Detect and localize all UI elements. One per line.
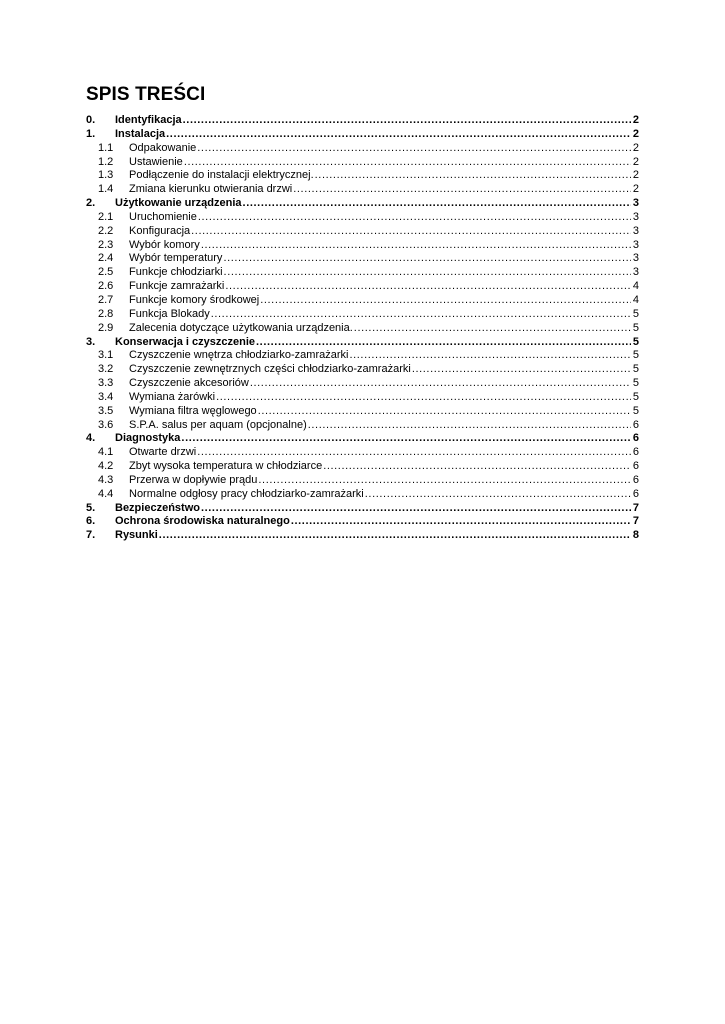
toc-entry-number: 7. bbox=[86, 529, 96, 542]
toc-entry-number: 3.2 bbox=[98, 363, 114, 376]
toc-entry-page-number: 6 bbox=[632, 446, 639, 459]
toc-subsection-entry[interactable] bbox=[86, 446, 639, 460]
toc-entry-number: 2.3 bbox=[98, 238, 114, 251]
toc-entry-number: 2.5 bbox=[98, 266, 114, 279]
toc-entry-label: Wymiana żarówki bbox=[129, 390, 216, 403]
toc-entry-page-number: 5 bbox=[632, 377, 639, 390]
toc-entry-number: 6. bbox=[86, 515, 96, 528]
toc-entry-label: Funkcje komory środkowej bbox=[129, 293, 260, 306]
toc-entry-label: Czyszczenie akcesoriów bbox=[129, 377, 249, 390]
toc-entry-number: 2.7 bbox=[98, 293, 114, 306]
toc-entry-page-number: 4 bbox=[632, 280, 639, 293]
toc-entry-label: Funkcja Blokady bbox=[129, 307, 210, 320]
toc-entry-label: Instalacja bbox=[115, 127, 166, 140]
toc-entry-label: Zalecenia dotyczące użytkowania urządzenia. bbox=[129, 321, 353, 334]
toc-subsection-entry[interactable] bbox=[86, 280, 639, 294]
toc-entry-label: Wymiana filtra węglowego bbox=[129, 404, 257, 417]
toc-dot-leader bbox=[201, 502, 631, 516]
toc-dot-leader bbox=[225, 280, 631, 294]
toc-dot-leader bbox=[258, 405, 631, 419]
toc-dot-leader bbox=[243, 197, 631, 211]
toc-dot-leader bbox=[354, 322, 631, 336]
toc-entry-number: 3. bbox=[86, 335, 96, 348]
toc-entry-label: Normalne odgłosy pracy chłodziarko-zamrażarki bbox=[129, 487, 364, 500]
toc-entry-label: Konfiguracja bbox=[129, 224, 191, 237]
toc-entry-number: 5. bbox=[86, 501, 96, 514]
toc-subsection-entry[interactable] bbox=[86, 377, 639, 391]
toc-entry-label: Zbyt wysoka temperatura w chłodziarce bbox=[129, 460, 323, 473]
toc-subsection-entry[interactable] bbox=[86, 405, 639, 419]
toc-entry-number: 2.8 bbox=[98, 307, 114, 320]
toc-subsection-entry[interactable] bbox=[86, 460, 639, 474]
toc-section-entry[interactable] bbox=[86, 197, 639, 211]
toc-dot-leader bbox=[183, 114, 631, 128]
toc-subsection-entry[interactable] bbox=[86, 142, 639, 156]
toc-entry-number: 3.6 bbox=[98, 418, 114, 431]
toc-subsection-entry[interactable] bbox=[86, 294, 639, 308]
toc-entry-number: 4. bbox=[86, 432, 96, 445]
toc-subsection-entry[interactable] bbox=[86, 252, 639, 266]
toc-entry-number: 0. bbox=[86, 114, 96, 126]
toc-entry-number: 2.1 bbox=[98, 210, 114, 223]
toc-section-entry[interactable] bbox=[86, 128, 639, 142]
toc-entry-label: Identyfikacja bbox=[115, 114, 182, 126]
toc-dot-leader bbox=[211, 308, 631, 322]
toc-entry-label: Funkcje zamrażarki bbox=[129, 280, 225, 293]
toc-section-entry[interactable] bbox=[86, 336, 639, 350]
toc-dot-leader bbox=[258, 474, 631, 488]
toc-entry-page-number: 7 bbox=[632, 515, 639, 528]
toc-entry-page-number: 8 bbox=[632, 529, 639, 542]
toc-section-entry[interactable] bbox=[86, 502, 639, 516]
toc-entry-page-number: 5 bbox=[632, 363, 639, 376]
toc-entry-page-number: 6 bbox=[632, 432, 639, 445]
toc-entry-number: 1.4 bbox=[98, 183, 114, 196]
toc-entry-label: Bezpieczeństwo bbox=[115, 501, 200, 514]
toc-entry-label: Czyszczenie zewnętrznych części chłodziarko-zamrażarki bbox=[129, 363, 411, 376]
toc-entry-page-number: 3 bbox=[632, 224, 639, 237]
toc-dot-leader bbox=[197, 142, 631, 156]
toc-entry-page-number: 5 bbox=[632, 321, 639, 334]
toc-entry-label: Ustawienie bbox=[129, 155, 183, 168]
toc-entry-label: S.P.A. salus per aquam (opcjonalne) bbox=[129, 418, 307, 431]
toc-subsection-entry[interactable] bbox=[86, 363, 639, 377]
toc-subsection-entry[interactable] bbox=[86, 391, 639, 405]
toc-entry-number: 2.9 bbox=[98, 321, 114, 334]
toc-entry-label: Użytkowanie urządzenia bbox=[115, 197, 242, 210]
toc-subsection-entry[interactable] bbox=[86, 308, 639, 322]
toc-entry-label: Otwarte drzwi bbox=[129, 446, 197, 459]
toc-dot-leader bbox=[166, 128, 631, 142]
toc-entry-label: Rysunki bbox=[115, 529, 158, 542]
toc-dot-leader bbox=[201, 239, 631, 253]
toc-entry-label: Funkcje chłodziarki bbox=[129, 266, 223, 279]
toc-entry-number: 2.4 bbox=[98, 252, 114, 265]
toc-subsection-entry[interactable] bbox=[86, 169, 639, 183]
toc-entry-number: 4.2 bbox=[98, 460, 114, 473]
toc-entry-page-number: 2 bbox=[632, 155, 639, 168]
toc-dot-leader bbox=[184, 156, 631, 170]
toc-entry-number: 1.2 bbox=[98, 155, 114, 168]
toc-entry-number: 3.1 bbox=[98, 349, 114, 362]
toc-entry-label: Czyszczenie wnętrza chłodziarko-zamrażarki bbox=[129, 349, 349, 362]
toc-entry-page-number: 6 bbox=[632, 487, 639, 500]
toc-entry-page-number: 4 bbox=[632, 293, 639, 306]
toc-entry-page-number: 2 bbox=[632, 114, 639, 126]
toc-entry-number: 2. bbox=[86, 197, 96, 210]
toc-entry-number: 2.6 bbox=[98, 280, 114, 293]
toc-entry-number: 1.1 bbox=[98, 141, 114, 154]
toc-subsection-entry[interactable] bbox=[86, 474, 639, 488]
toc-entry-label: Zmiana kierunku otwierania drzwi bbox=[129, 183, 293, 196]
toc-subsection-entry[interactable] bbox=[86, 156, 639, 170]
toc-subsection-entry[interactable] bbox=[86, 183, 639, 197]
toc-entry-number: 3.4 bbox=[98, 390, 114, 403]
toc-dot-leader bbox=[323, 460, 631, 474]
toc-dot-leader bbox=[365, 488, 631, 502]
toc-section-entry[interactable] bbox=[86, 432, 639, 446]
toc-entry-number: 3.3 bbox=[98, 377, 114, 390]
toc-entry-page-number: 6 bbox=[632, 418, 639, 431]
toc-entry-page-number: 5 bbox=[632, 390, 639, 403]
toc-entry-number: 2.2 bbox=[98, 224, 114, 237]
toc-entry-page-number: 6 bbox=[632, 473, 639, 486]
toc-entry-page-number: 2 bbox=[632, 169, 639, 182]
toc-subsection-entry[interactable] bbox=[86, 322, 639, 336]
toc-entry-label: Ochrona środowiska naturalnego bbox=[115, 515, 290, 528]
toc-section-entry[interactable] bbox=[86, 515, 639, 529]
toc-dot-leader bbox=[191, 225, 631, 239]
toc-dot-leader bbox=[223, 252, 631, 266]
toc-entry-label: Uruchomienie bbox=[129, 210, 197, 223]
toc-entry-number: 4.1 bbox=[98, 446, 114, 459]
toc-dot-leader bbox=[308, 419, 631, 433]
toc-entry-number: 1.3 bbox=[98, 169, 114, 182]
toc-entry-page-number: 7 bbox=[632, 501, 639, 514]
toc-entry-page-number: 2 bbox=[632, 127, 639, 140]
toc-subsection-entry[interactable] bbox=[86, 239, 639, 253]
toc-entry-page-number: 5 bbox=[632, 404, 639, 417]
toc-entry-number: 4.3 bbox=[98, 473, 114, 486]
toc-entry-page-number: 5 bbox=[632, 307, 639, 320]
toc-dot-leader bbox=[256, 336, 631, 350]
toc-entry-label: Konserwacja i czyszczenie bbox=[115, 335, 256, 348]
toc-entry-page-number: 3 bbox=[632, 210, 639, 223]
toc-entry-label: Wybór temperatury bbox=[129, 252, 223, 265]
toc-dot-leader bbox=[260, 294, 631, 308]
toc-dot-leader bbox=[349, 349, 631, 363]
toc-dot-leader bbox=[216, 391, 631, 405]
toc-subsection-entry[interactable] bbox=[86, 488, 639, 502]
toc-section-entry[interactable] bbox=[86, 114, 639, 128]
toc-entry-page-number: 5 bbox=[632, 335, 639, 348]
toc-entry-number: 3.5 bbox=[98, 404, 114, 417]
toc-dot-leader bbox=[293, 183, 631, 197]
toc-entry-page-number: 2 bbox=[632, 183, 639, 196]
toc-dot-leader bbox=[250, 377, 631, 391]
toc-dot-leader bbox=[224, 266, 631, 280]
toc-dot-leader bbox=[291, 515, 631, 529]
toc-dot-leader bbox=[181, 432, 631, 446]
toc-dot-leader bbox=[412, 363, 631, 377]
toc-subsection-entry[interactable] bbox=[86, 225, 639, 239]
toc-entry-number: 4.4 bbox=[98, 487, 114, 500]
toc-dot-leader bbox=[198, 211, 631, 225]
toc-subsection-entry[interactable] bbox=[86, 266, 639, 280]
toc-dot-leader bbox=[159, 529, 631, 543]
toc-entry-page-number: 3 bbox=[632, 266, 639, 279]
table-of-contents bbox=[86, 114, 639, 543]
toc-entry-page-number: 2 bbox=[632, 141, 639, 154]
toc-dot-leader bbox=[315, 169, 631, 183]
toc-entry-page-number: 5 bbox=[632, 349, 639, 362]
toc-dot-leader bbox=[197, 446, 631, 460]
toc-entry-page-number: 6 bbox=[632, 460, 639, 473]
toc-entry-page-number: 3 bbox=[632, 238, 639, 251]
toc-entry-page-number: 3 bbox=[632, 197, 639, 210]
toc-entry-number: 1. bbox=[86, 127, 96, 140]
toc-entry-label: Podłączenie do instalacji elektrycznej. bbox=[129, 169, 314, 182]
toc-subsection-entry[interactable] bbox=[86, 211, 639, 225]
toc-subsection-entry[interactable] bbox=[86, 419, 639, 433]
toc-entry-label: Przerwa w dopływie prądu bbox=[129, 473, 258, 486]
page-title: SPIS TREŚCI bbox=[86, 84, 206, 105]
toc-entry-label: Wybór komory bbox=[129, 238, 200, 251]
toc-subsection-entry[interactable] bbox=[86, 349, 639, 363]
toc-section-entry[interactable] bbox=[86, 529, 639, 543]
toc-entry-page-number: 3 bbox=[632, 252, 639, 265]
toc-entry-label: Odpakowanie bbox=[129, 141, 197, 154]
toc-entry-label: Diagnostyka bbox=[115, 432, 181, 445]
